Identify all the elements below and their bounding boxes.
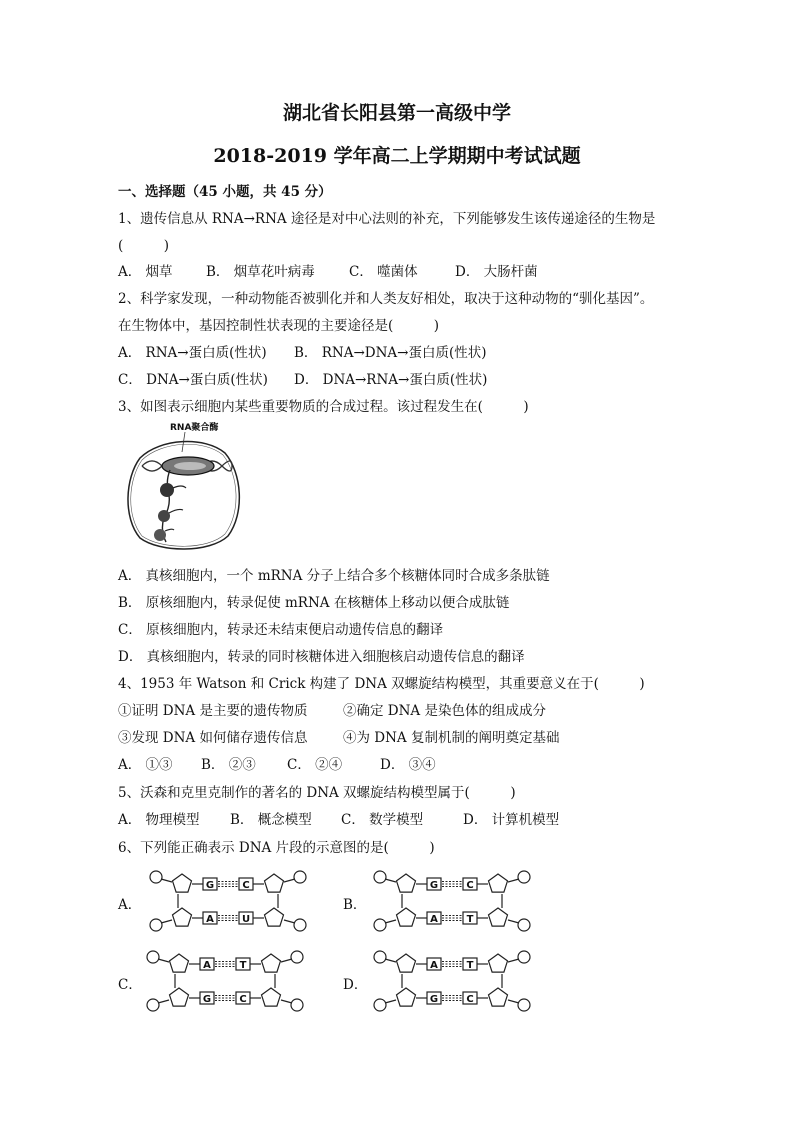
question-3-stem: 3、如图表示细胞内某些重要物质的合成过程。该过程发生在( ): [118, 399, 529, 415]
transcription-translation-figure: [120, 418, 245, 554]
phosphate-circle: [518, 951, 530, 963]
phosphate-circle: [518, 919, 530, 931]
backbone-bond: [158, 959, 169, 962]
base-letter: A: [203, 960, 211, 971]
deoxyribose-pentagon: [397, 954, 416, 972]
backbone-bond: [385, 920, 396, 923]
school-title: 湖北省长阳县第一高级中学: [282, 102, 511, 124]
backbone-bond: [281, 959, 292, 962]
deoxyribose-pentagon: [265, 908, 284, 926]
question-5-options: [118, 808, 559, 828]
q5-option-a[interactable]: A． 物理模型: [118, 812, 200, 828]
phosphate-circle: [374, 871, 386, 883]
q4-option-a[interactable]: A． ①③: [118, 757, 173, 773]
q1-option-b[interactable]: B． 烟草花叶病毒: [206, 264, 315, 280]
q2-option-a[interactable]: A． RNA→蛋白质(性状): [118, 345, 267, 361]
deoxyribose-pentagon: [170, 988, 189, 1006]
question-4-items-row1: [118, 699, 546, 719]
q4-item-2: ②确定 DNA 是染色体的组成成分: [343, 703, 546, 719]
question-1-blank: ( ): [118, 238, 170, 254]
peptide-chain-1: [173, 486, 186, 488]
deoxyribose-pentagon: [397, 874, 416, 892]
q4-option-c[interactable]: C． ②④: [287, 757, 343, 773]
deoxyribose-pentagon: [173, 908, 192, 926]
dna-diagram-d[interactable]: [372, 942, 532, 1022]
dna-diagram-c[interactable]: [145, 942, 305, 1022]
backbone-bond: [508, 920, 519, 923]
q2-option-b[interactable]: B． RNA→DNA→蛋白质(性状): [294, 345, 487, 361]
question-2-stem-line2: 在生物体中，基因控制性状表现的主要途径是( ): [118, 318, 440, 334]
base-letter: A: [206, 914, 214, 925]
backbone-bond: [284, 920, 295, 923]
backbone-bond: [284, 879, 295, 882]
q6-option-a-label[interactable]: A．: [118, 897, 142, 913]
deoxyribose-pentagon: [173, 874, 192, 892]
base-letter: G: [205, 880, 215, 891]
question-6-stem: 6、下列能正确表示 DNA 片段的示意图的是( ): [118, 840, 435, 856]
q4-item-1: ①证明 DNA 是主要的遗传物质: [118, 703, 308, 719]
q3-option-d[interactable]: D． 真核细胞内，转录的同时核糖体进入细胞核启动遗传信息的翻译: [118, 649, 525, 665]
deoxyribose-pentagon: [489, 908, 508, 926]
nucleotide-pair-row: [150, 871, 306, 892]
dna-diagram-a[interactable]: [148, 862, 308, 942]
dna-diagram-b[interactable]: [372, 862, 532, 942]
base-letter: C: [242, 880, 250, 891]
phosphate-circle: [294, 871, 306, 883]
phosphate-circle: [150, 919, 162, 931]
rna-polymerase-core: [174, 462, 206, 470]
question-1-options: [118, 260, 538, 280]
backbone-bond: [385, 1000, 396, 1003]
q3-option-a[interactable]: A． 真核细胞内，一个 mRNA 分子上结合多个核糖体同时合成多条肽链: [118, 568, 550, 584]
ribosome-1: [160, 483, 174, 497]
base-letter: G: [429, 994, 439, 1005]
deoxyribose-pentagon: [397, 908, 416, 926]
base-letter: A: [430, 960, 438, 971]
nucleotide-pair-row: [374, 988, 530, 1011]
q1-option-d[interactable]: D． 大肠杆菌: [455, 264, 538, 280]
backbone-bond: [281, 1000, 292, 1003]
q5-option-b[interactable]: B． 概念模型: [230, 812, 312, 828]
base-letter: G: [202, 994, 212, 1005]
question-2-options-row1: [118, 341, 486, 361]
backbone-bond: [385, 959, 396, 962]
backbone-bond: [158, 1000, 169, 1003]
base-letter: U: [241, 914, 251, 925]
base-letter: C: [466, 880, 474, 891]
q6-option-b-label[interactable]: B．: [343, 897, 367, 913]
deoxyribose-pentagon: [262, 954, 281, 972]
backbone-bond: [508, 879, 519, 882]
base-letter: T: [466, 914, 474, 925]
nucleotide-pair-row: [374, 908, 530, 931]
nucleotide-pair-row: [147, 988, 303, 1011]
q4-option-d[interactable]: D． ③④: [380, 757, 436, 773]
backbone-bond: [385, 879, 396, 882]
ribosome-3: [154, 529, 166, 541]
question-4-stem: 4、1953 年 Watson 和 Crick 构建了 DNA 双螺旋结构模型，其重要意义在于( ): [118, 676, 645, 692]
peptide-chain-3: [165, 529, 174, 531]
nucleotide-pair-row: [374, 871, 530, 892]
q4-item-3: ③发现 DNA 如何储存遗传信息: [118, 730, 308, 746]
deoxyribose-pentagon: [170, 954, 189, 972]
q4-option-b[interactable]: B． ②③: [201, 757, 256, 773]
base-letter: G: [429, 880, 439, 891]
deoxyribose-pentagon: [262, 988, 281, 1006]
question-2-options-row2: [118, 368, 487, 388]
phosphate-circle: [518, 871, 530, 883]
deoxyribose-pentagon: [489, 954, 508, 972]
q5-option-c[interactable]: C． 数学模型: [341, 812, 424, 828]
q6-option-d-label[interactable]: D．: [343, 977, 368, 993]
q6-option-c-label[interactable]: C．: [118, 977, 142, 993]
base-letter: C: [239, 994, 247, 1005]
deoxyribose-pentagon: [489, 874, 508, 892]
question-4-options: [118, 753, 436, 773]
nucleotide-pair-row: [150, 908, 306, 931]
q2-option-d[interactable]: D． DNA→RNA→蛋白质(性状): [294, 372, 488, 388]
deoxyribose-pentagon: [489, 988, 508, 1006]
q1-option-a[interactable]: A． 烟草: [118, 264, 173, 280]
q5-option-d[interactable]: D． 计算机模型: [463, 812, 560, 828]
q1-option-c[interactable]: C． 噬菌体: [349, 264, 418, 280]
base-letter: T: [466, 960, 474, 971]
question-1-stem: 1、遗传信息从 RNA→RNA 途径是对中心法则的补充，下列能够发生该传递途径的生物是: [118, 211, 656, 227]
rna-polymerase-label: RNA聚合酶: [170, 423, 219, 433]
question-5-stem: 5、沃森和克里克制作的著名的 DNA 双螺旋结构模型属于( ): [118, 785, 516, 801]
q3-option-c[interactable]: C． 原核细胞内，转录还未结束便启动遗传信息的翻译: [118, 622, 444, 638]
base-letter: C: [466, 994, 474, 1005]
q4-item-4: ④为 DNA 复制机制的阐明奠定基础: [343, 730, 560, 746]
phosphate-circle: [374, 999, 386, 1011]
peptide-chain-2: [169, 509, 183, 513]
phosphate-circle: [147, 999, 159, 1011]
phosphate-circle: [518, 999, 530, 1011]
phosphate-circle: [150, 871, 162, 883]
exam-title: 2018-2019 学年高二上学期期中考试试题: [213, 145, 581, 167]
q2-option-c[interactable]: C． DNA→蛋白质(性状): [118, 372, 268, 388]
phosphate-circle: [291, 999, 303, 1011]
phosphate-circle: [374, 951, 386, 963]
nucleotide-pair-row: [147, 951, 303, 972]
ribosome-2: [158, 510, 170, 522]
question-2-stem-line1: 2、科学家发现，一种动物能否被驯化并和人类友好相处，取决于这种动物的“驯化基因”。: [118, 291, 654, 307]
backbone-bond: [508, 959, 519, 962]
q3-option-b[interactable]: B． 原核细胞内，转录促使 mRNA 在核糖体上移动以便合成肽链: [118, 595, 510, 611]
base-letter: A: [430, 914, 438, 925]
backbone-bond: [508, 1000, 519, 1003]
phosphate-circle: [294, 919, 306, 931]
section-heading: 一、选择题（45 小题，共 45 分）: [118, 184, 332, 200]
question-4-items-row2: [118, 726, 559, 746]
phosphate-circle: [291, 951, 303, 963]
base-letter: T: [239, 960, 247, 971]
phosphate-circle: [147, 951, 159, 963]
backbone-bond: [161, 920, 172, 923]
nucleotide-pair-row: [374, 951, 530, 972]
deoxyribose-pentagon: [265, 874, 284, 892]
backbone-bond: [161, 879, 172, 882]
phosphate-circle: [374, 919, 386, 931]
deoxyribose-pentagon: [397, 988, 416, 1006]
